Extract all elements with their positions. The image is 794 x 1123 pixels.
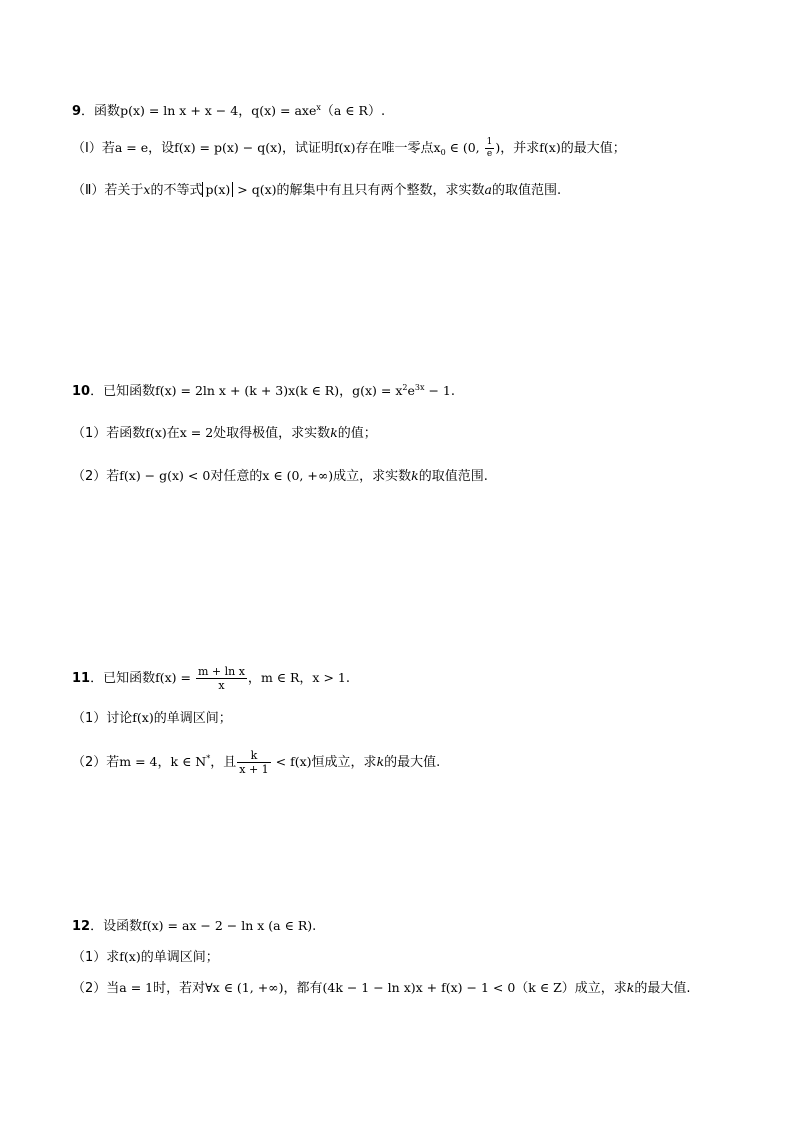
formula: m ∈ R [260, 670, 300, 685]
text: 的单调区间； [140, 950, 219, 965]
text: ，试证明 [282, 141, 335, 156]
text: ， [299, 671, 313, 686]
problem-10-part-2 [72, 464, 722, 488]
part-label: （2）若 [72, 755, 120, 770]
part-label: （Ⅱ）若关于 [72, 183, 144, 198]
formula: a = e [114, 140, 149, 155]
problem-11-part-2 [72, 748, 722, 776]
problem-12 [72, 914, 722, 1000]
problem-number: 11 [72, 671, 91, 686]
text: ）成立，求 [561, 981, 627, 996]
text: ，都有 [283, 981, 323, 996]
text: 对任意的 [210, 469, 263, 484]
text: ， [157, 755, 171, 770]
problem-10 [72, 379, 722, 488]
problem-number: 10 [72, 384, 91, 399]
problem-11-part-1 [72, 706, 722, 730]
text: ．已知函数 [90, 671, 156, 686]
text: ， [247, 671, 261, 686]
text: 的取值范围. [418, 469, 488, 484]
text: 存在唯一零点 [355, 141, 434, 156]
formula: $\frac{k}{x + 1}$ < f(x) [239, 749, 312, 776]
fraction: $\frac{k}{x + 1}$ [239, 749, 269, 776]
text: ．函数 [81, 104, 121, 119]
formula: $g(x) = x^2e^{3x} - 1$ [352, 383, 451, 398]
problem-11 [72, 664, 722, 776]
text: 的值； [337, 426, 377, 441]
text: ．已知函数 [90, 384, 156, 399]
formula: k ∈ Z [528, 980, 562, 995]
problem-12-stem [72, 914, 722, 938]
problem-number: 9 [72, 104, 82, 119]
text: 的解集中有且只有两个整数，求实数 [276, 183, 485, 198]
formula: f(x) [334, 140, 356, 155]
fraction: $\frac{1}{e}$ [486, 137, 493, 159]
text: ， [238, 104, 252, 119]
formula: q(x) = axe$^x$ [251, 103, 321, 118]
problem-11-stem [72, 664, 722, 692]
part-label: （Ⅰ）若 [72, 141, 115, 156]
problem-10-part-1 [72, 421, 722, 445]
text: 的最大值. [384, 755, 441, 770]
text: 的最大值. [634, 981, 691, 996]
formula: p(x) = ln x + x − 4 [120, 103, 239, 118]
text: . [450, 384, 456, 399]
formula: f(x) − g(x) < 0 [119, 468, 211, 483]
text: 的不等式 [150, 183, 203, 198]
part-label: （1）求 [72, 950, 120, 965]
formula: k [411, 468, 419, 483]
problem-9-part-2 [72, 178, 722, 202]
text: 恒成立，求 [311, 755, 377, 770]
formula: x [143, 182, 151, 197]
text: 时，若对 [153, 981, 206, 996]
text: ）. [367, 104, 386, 119]
text: 的取值范围. [492, 183, 562, 198]
formula: k [626, 980, 635, 995]
text: ，设 [148, 141, 175, 156]
text: . [345, 671, 350, 686]
formula: x > 1 [312, 670, 346, 685]
problem-number: 12 [72, 919, 91, 934]
formula: a ∈ R [333, 103, 368, 118]
formula: k ∈ N* [170, 754, 211, 769]
text: 在 [166, 426, 180, 441]
problem-9-stem [72, 99, 722, 123]
problem-10-stem [72, 379, 722, 403]
formula: x = 2 [179, 425, 214, 440]
formula: a [484, 182, 492, 197]
formula: $x_0$ ∈ (0, $\frac{1}{e}$ ) [433, 137, 501, 159]
text: （ [515, 981, 529, 996]
formula: (4k − 1 − ln x)x + f(x) − 1 < 0 [322, 980, 516, 995]
text: ，且 [210, 755, 237, 770]
formula: f(x) [145, 425, 167, 440]
text: 的最大值； [560, 141, 626, 156]
formula: f(x) = p(x) − q(x) [174, 140, 283, 155]
text: 的单调区间； [153, 711, 232, 726]
problem-12-part-1 [72, 945, 722, 969]
text: 成立，求实数 [333, 469, 412, 484]
formula: f(x) [539, 140, 561, 155]
part-label: （2）若 [72, 469, 120, 484]
formula: f(x) = 2ln x + (k + 3)x(k ∈ R) [155, 383, 340, 398]
part-label: （2）当 [72, 981, 120, 996]
problem-9-part-1 [72, 136, 722, 160]
text: ， [339, 384, 353, 399]
fraction: $\frac{\text{m + ln x}}{x}$ [197, 665, 245, 692]
formula: f(x) = ax − 2 − ln x (a ∈ R) [142, 918, 313, 933]
formula: m = 4 [119, 754, 158, 769]
formula: f(x) [132, 710, 154, 725]
formula: ∀x ∈ (1, +∞) [205, 980, 284, 995]
formula: p(x) > q(x) [202, 182, 276, 197]
text: 处取得极值，求实数 [213, 426, 331, 441]
text: ，并求 [500, 141, 540, 156]
formula: a = 1 [119, 980, 154, 995]
text: . [312, 919, 317, 934]
formula: f(x) [119, 949, 141, 964]
formula: f(x) = $\frac{\text{m + ln x}}{x}$ [155, 665, 245, 692]
part-label: （1）讨论 [72, 711, 133, 726]
formula: k [330, 425, 338, 440]
problem-9 [72, 99, 722, 202]
problem-12-part-2 [72, 976, 722, 1000]
text: （ [320, 104, 334, 119]
text: ．设函数 [90, 919, 143, 934]
formula: k [376, 754, 385, 769]
part-label: （1）若函数 [72, 426, 146, 441]
formula: x ∈ (0, +∞) [262, 468, 334, 483]
